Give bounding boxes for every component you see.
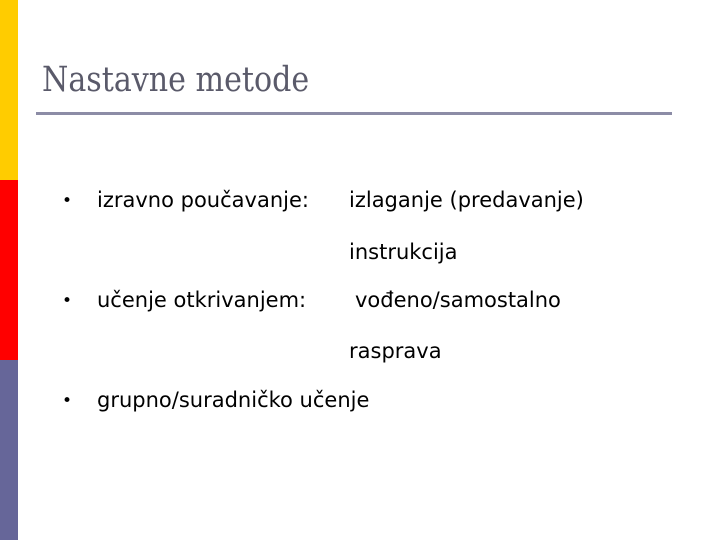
- list-item-continuation: rasprava: [349, 339, 442, 363]
- bullet-icon: •: [62, 391, 73, 411]
- bullet-icon: •: [62, 191, 73, 211]
- slide-title: Nastavne metode: [42, 60, 310, 100]
- bullet-icon: •: [62, 291, 73, 311]
- list-item-main: grupno/suradničko učenje: [97, 388, 370, 412]
- side-bar-red: [0, 180, 18, 360]
- side-bar-yellow: [0, 0, 18, 180]
- list-item-main: učenje otkrivanjem:: [97, 288, 307, 312]
- title-underline: [36, 112, 672, 115]
- list-item-detail: vođeno/samostalno: [355, 288, 561, 312]
- list-item-continuation: instrukcija: [349, 240, 458, 264]
- list-item-main: izravno poučavanje:: [97, 188, 309, 212]
- list-item-detail: izlaganje (predavanje): [349, 188, 584, 212]
- side-bar-blue: [0, 360, 18, 540]
